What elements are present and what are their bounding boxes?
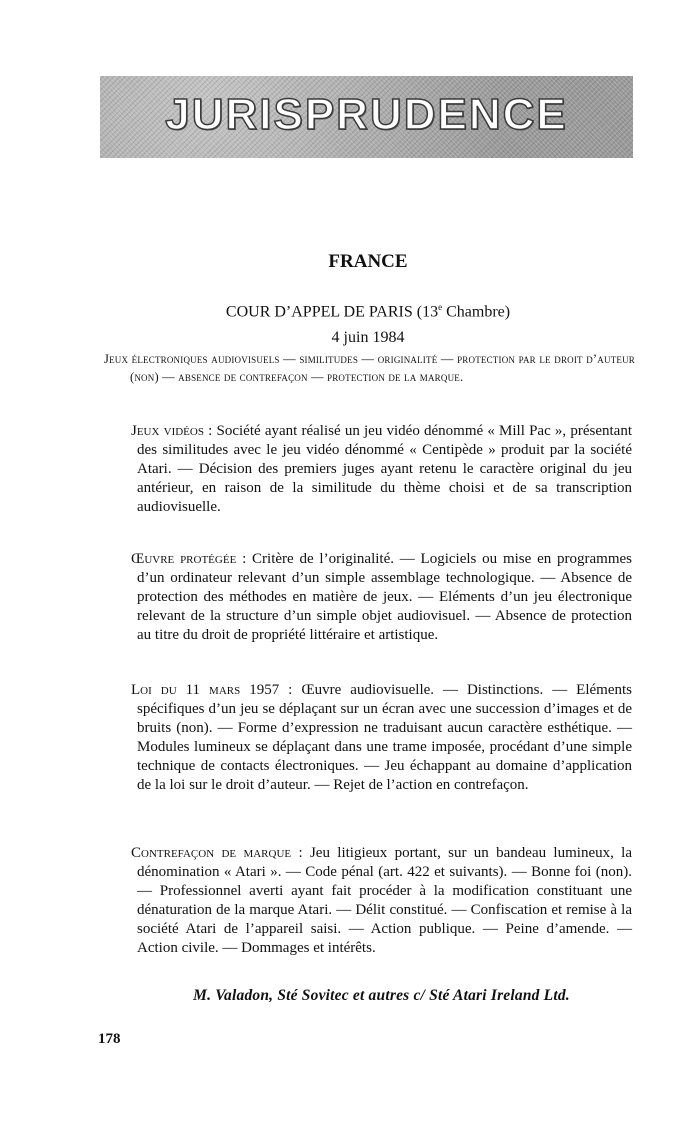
court-suffix: Chambre) [442, 303, 511, 321]
decision-date: 4 juin 1984 [331, 329, 405, 346]
summary-paragraph-loi-1957 [131, 681, 632, 795]
country-heading: FRANCE [328, 251, 408, 272]
paragraph-lead: Loi du 11 mars 1957 : [131, 682, 293, 698]
paragraph-text: Critère de l’originalité. — Logiciels ou mise en programmes d’un ordinateur relevant d’un simple assemblage technologique. — Absence de protection des méthodes en matière de jeux. — Eléments d’un jeu électronique relevant de la structure d’un simple objet audiovisuel. — Absence de protection au titre du droit de propriété littéraire et artistique. [137, 551, 632, 643]
jurisprudence-banner [100, 76, 633, 158]
paragraph-lead: Contrefaçon de marque : [131, 845, 303, 861]
paragraph-text: Œuvre audiovisuelle. — Distinctions. — Eléments spécifiques d’un jeu se déplaçant sur un écran avec une succession d’images et de bruits (non). — Forme d’expression ne traduisant aucun caractère esthétique. — Modules lumineux se déplaçant dans une trame imposée, procédant d’une simple technique de contacts électroniques. — Jeu échappant au domaine d’application de la loi sur le droit d’auteur. — Rejet de l’action en contrefaçon. [137, 682, 632, 793]
paragraph-lead: Œuvre protégée : [131, 551, 247, 567]
paragraph-text: Jeu litigieux portant, sur un bandeau lumineux, la dénomination « Atari ». — Code pénal (art. 422 et suivants). — Bonne foi (non). — Professionnel averti ayant fait procéder à la modification constituant une dénaturation de la marque Atari. — Délit constitué. — Confiscation et remise à la société Atari de l’appareil saisi. — Action publique. — Peine d’amende. — Action civile. — Dommages et intérêts. [137, 845, 632, 956]
paragraph-lead: Jeux vidéos : [131, 423, 213, 439]
summary-paragraph-contrefacon-marque [131, 844, 632, 958]
paragraph-text: Société ayant réalisé un jeu vidéo dénommé « Mill Pac », présentant des similitudes avec le jeu vidéo dénommé « Centipède » produit par la société Atari. — Décision des premiers juges ayant retenu le caractère original du jeu antérieur, en raison de la similitude du thème choisi et de sa transcription audiovisuelle. [137, 423, 632, 515]
court-chamber-sup: e [438, 302, 443, 312]
summary-paragraph-oeuvre-protegee [131, 550, 632, 645]
keywords-summary: Jeux électroniques audiovisuels — similitudes — originalité — protection par le droit d’auteur (non) — absence de contrefaçon — protection de la marque. [104, 352, 635, 384]
banner-title: JURISPRUDENCE [165, 90, 568, 139]
court-prefix: COUR D’APPEL DE PARIS (13 [225, 303, 439, 321]
court-heading [0, 302, 700, 321]
case-parties: M. Valadon, Sté Sovitec et autres c/ Sté Atari Ireland Ltd. [193, 987, 570, 1004]
page-number: 178 [98, 1031, 121, 1047]
summary-paragraph-jeux-videos [131, 422, 632, 517]
